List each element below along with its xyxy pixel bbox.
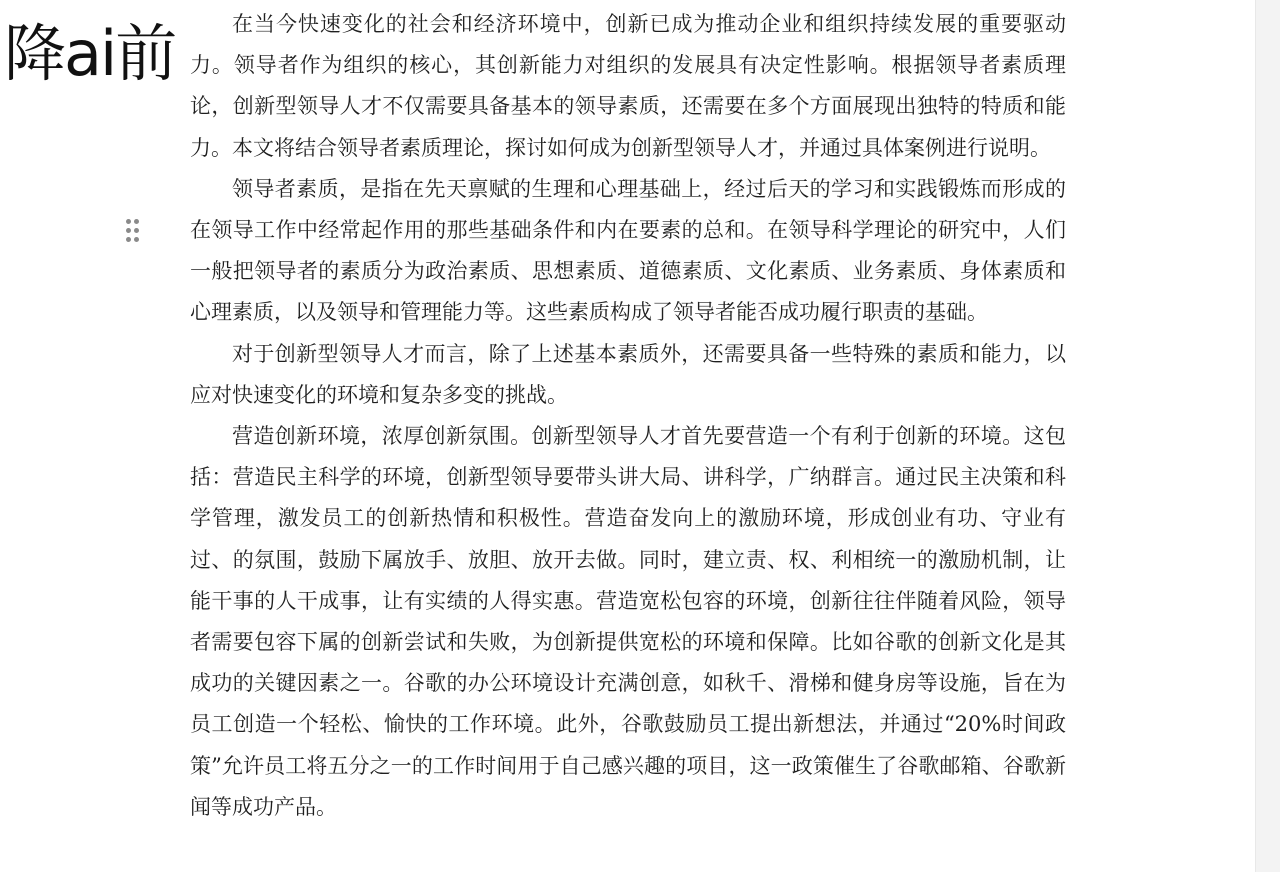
paragraph-innovative-talent: 对于创新型领导人才而言，除了上述基本素质外，还需要具备一些特殊的素质和能力，以应对快速变化的环境和复杂多变的挑战。 bbox=[190, 341, 1066, 407]
scrollbar[interactable] bbox=[1255, 0, 1280, 872]
drag-handle-icon[interactable] bbox=[126, 219, 140, 243]
paragraph-leader-quality: 领导者素质，是指在先天禀赋的生理和心理基础上，经过后天的学习和实践锻炼而形成的在领导工作中经常起作用的那些基础条件和内在要素的总和。在领导科学理论的研究中，人们一般把领导者的素质分为政治素质、思想素质、道德素质、文化素质、业务素质、身体素质和心理素质，以及领导和管理能力等。这些素质构成了领导者能否成功履行职责的基础。 bbox=[190, 176, 1066, 325]
paragraph-intro: 在当今快速变化的社会和经济环境中，创新已成为推动企业和组织持续发展的重要驱动力。领导者作为组织的核心，其创新能力对组织的发展具有决定性影响。根据领导者素质理论，创新型领导人才不仅需要具备基本的领导素质，还需要在多个方面展现出独特的特质和能力。本文将结合领导者素质理论，探讨如何成为创新型领导人才，并通过具体案例进行说明。 bbox=[190, 12, 1066, 160]
document-body[interactable] bbox=[190, 4, 1066, 828]
overlay-label: 降ai前 bbox=[4, 17, 176, 90]
paragraph-innovation-environment: 营造创新环境，浓厚创新氛围。创新型领导人才首先要营造一个有利于创新的环境。这包括：营造民主科学的环境，创新型领导要带头讲大局、讲科学，广纳群言。通过民主决策和科学管理，激发员工的创新热情和积极性。营造奋发向上的激励环境，形成创业有功、守业有过、的氛围，鼓励下属放手、放胆、放开去做。同时，建立责、权、利相统一的激励机制，让能干事的人干成事，让有实绩的人得实惠。营造宽松包容的环境，创新往往伴随着风险，领导者需要包容下属的创新尝试和失败，为创新提供宽松的环境和保障。比如谷歌的创新文化是其成功的关键因素之一。谷歌的办公环境设计充满创意，如秋千、滑梯和健身房等设施，旨在为员工创造一个轻松、愉快的工作环境。此外，谷歌鼓励员工提出新想法，并通过“20%时间政策”允许员工将五分之一的工作时间用于自己感兴趣的项目，这一政策催生了谷歌邮箱、谷歌新闻等成功产品。 bbox=[190, 424, 1066, 819]
